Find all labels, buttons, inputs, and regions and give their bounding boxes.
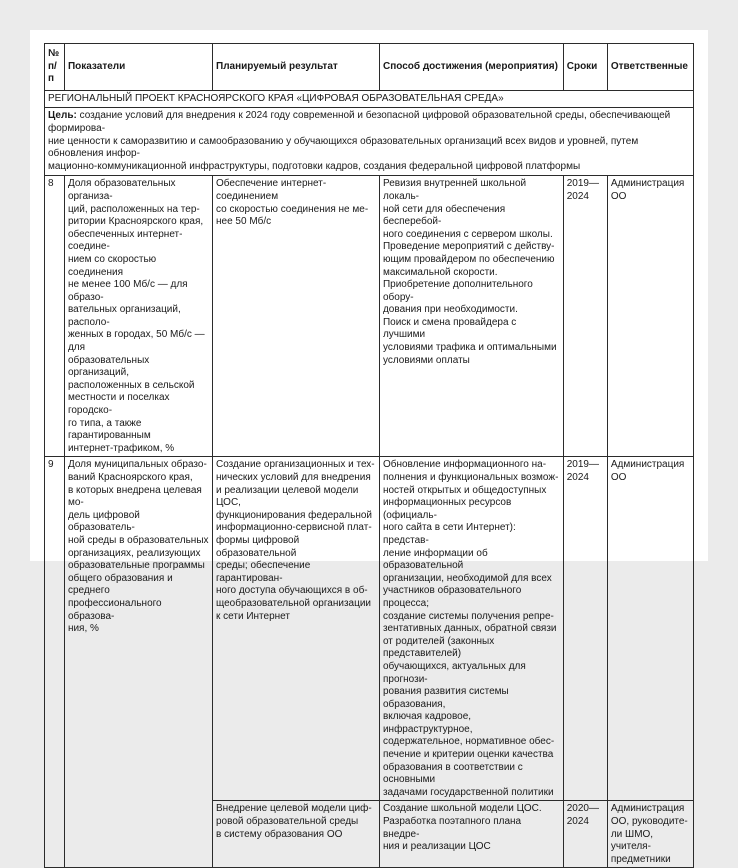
row-num: 9 [45,457,65,868]
row-responsible: Администрация ОО [607,176,693,457]
row-method: Ревизия внутренней школьной локаль- ной сети для обеспечения бесперебой- ного соединения с сервером школы. Проведение мероприятий с действу- ющим провайдером по обеспечению максимальной скорости. Приобретение дополнительного обору- дования при необходимости. Поиск и смена провайдера с лучшими условиями трафика и оптимальными условиями оплаты [379,176,563,457]
subrow-planned: Внедрение целевой модели циф- ровой образовательной среды в систему образования ОО [213,801,380,868]
row-indicator: Доля муниципальных образо- ваний Красноярского края, в которых внедрена целевая мо- дель цифровой образователь- ной среды в образовательных организациях, реализующих образовательные программы общего образования и среднего профессионального образова- ния, % [64,457,212,868]
row-responsible: Администрация ОО [607,457,693,801]
header-row [45,44,694,91]
row-num: 8 [45,176,65,457]
header-terms: Сроки [563,44,607,91]
header-method: Способ достижения (мероприятия) [379,44,563,91]
header-planned: Планируемый результат [213,44,380,91]
row-indicator: Доля образовательных организа- ций, расположенных на тер- ритории Красноярского края, обеспеченных интернет-соедине- нием со скоростью соединения не менее 100 Мб/с — для образо- вательных организаций, располо- женных в городах, 50 Мб/с — для образовательных организаций, расположенных в сельской местности и поселках городско- го типа, а также гарантированным интернет-трафиком, % [64,176,212,457]
row-terms: 2019— 2024 [563,176,607,457]
project-title: РЕГИОНАЛЬНЫЙ ПРОЕКТ КРАСНОЯРСКОГО КРАЯ «ЦИФРОВАЯ ОБРАЗОВАТЕЛЬНАЯ СРЕДА» [45,90,694,108]
header-responsible: Ответственные [607,44,693,91]
row-method: Обновление информационного на- полнения и функциональных возмож- ностей открытых и общедоступных информационных ресурсов (официаль- ного сайта в сети Интернет): представ- ление информации об образовательной организации, необходимой для всех участников образовательного процесса; создание системы получения репре- зентативных данных, обратной связи от родителей (законных представителей) обучающихся, актуальных для прогнози- рования развития системы образования, включая кадровое, инфраструктурное, содержательное, нормативное обес- печение и критерии оценки качества образования в соответствии с основными задачами государственной политики [379,457,563,801]
goal-cell [45,108,694,176]
project-table [44,43,694,868]
subrow-method: Создание школьной модели ЦОС. Разработка поэтапного плана внедре- ния и реализации ЦОС [379,801,563,868]
goal-text: создание условий для внедрения к 2024 году современной и безопасной цифровой образовательной среды, обеспечивающей формирова- ние ценности к саморазвитию и самообразованию у обучающихся образовательных организаций всех видов и уровней, путем обновления инфор- мационно-коммуникационной инфраструктуры, подготовки кадров, создания федеральной цифровой платформы [48,110,671,172]
goal-row [45,108,694,176]
table-row [45,457,694,801]
row-terms: 2019— 2024 [563,457,607,801]
row-planned: Обеспечение интернет-соединением со скоростью соединения не ме- нее 50 Мб/с [213,176,380,457]
header-num: № п/п [45,44,65,91]
subrow-responsible: Администрация ОО, руководите- ли ШМО, учителя- предметники [607,801,693,868]
table-row [45,176,694,457]
row-planned: Создание организационных и тех- нических условий для внедрения и реализации целевой модели ЦОС, функционирования федеральной информационно-сервисной плат- формы цифровой образовательной среды; обеспечение гарантирован- ного доступа обучающихся в об- щеобразовательной организации к сети Интернет [213,457,380,801]
document-page [30,30,708,865]
project-title-row [45,90,694,108]
header-indicators: Показатели [64,44,212,91]
goal-label: Цель: [48,110,77,122]
subrow-terms: 2020— 2024 [563,801,607,868]
